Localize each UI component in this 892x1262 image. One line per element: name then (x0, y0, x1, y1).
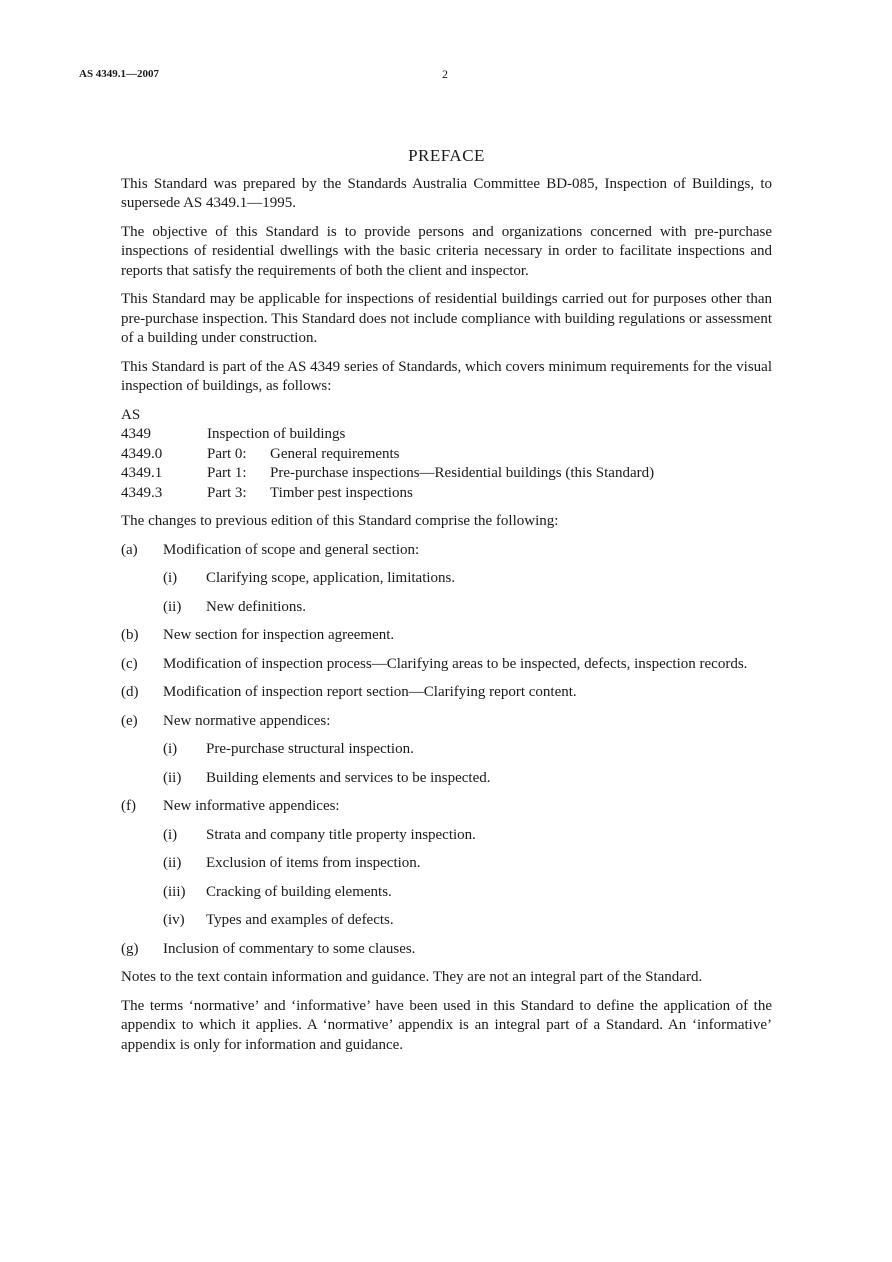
sub-list-text: Cracking of building elements. (206, 883, 392, 900)
sub-list-text: Clarifying scope, application, limitations. (206, 570, 456, 586)
list-text: New section for inspection agreement. (163, 627, 395, 643)
list-item (121, 940, 772, 960)
paragraph-series-intro: This Standard is part of the AS 4349 series of Standards, which covers minimum requirements for the visual inspection of buildings, as follows: (121, 358, 772, 394)
sub-list-text: Strata and company title property inspection. (206, 826, 476, 843)
series-header: AS (121, 406, 141, 423)
sub-list-label: (ii) (163, 855, 182, 871)
series-part: Part 3: (207, 484, 247, 501)
list-text: New normative appendices: (163, 712, 331, 729)
sub-list-label: (ii) (163, 598, 182, 615)
series-row (121, 464, 772, 484)
series-number: 4349.3 (121, 484, 163, 501)
list-item (121, 712, 772, 732)
running-head-standard-id: AS 4349.1—2007 (79, 68, 160, 80)
sub-list-label: (i) (163, 826, 178, 843)
series-row (121, 484, 772, 504)
paragraph-applicability: This Standard may be applicable for inspections of residential buildings carried out for purposes other than pre-purchase inspection. This Standard does not include compliance with building regulations or assessment of a building under construction. (121, 291, 772, 346)
list-label: (f) (121, 798, 136, 814)
page-title: PREFACE (408, 146, 485, 165)
series-part: Part 0: (207, 445, 247, 462)
sub-list-label: (iv) (163, 912, 185, 928)
list-item (121, 797, 772, 817)
page-number: 2 (442, 67, 448, 81)
list-text: Modification of inspection process—Clarifying areas to be inspected, defects, inspection records. (163, 655, 748, 672)
series-title: General requirements (270, 445, 400, 462)
list-label: (d) (121, 684, 139, 700)
series-part: Part 1: (207, 465, 247, 481)
sub-list-label: (ii) (163, 769, 182, 786)
list-label: (a) (121, 541, 138, 558)
paragraph-prepared-by: This Standard was prepared by the Standards Australia Committee BD-085, Inspection of Buildings, to supersede AS 4349.1—1995. (121, 175, 772, 211)
series-header-row (121, 406, 772, 426)
list-label: (g) (121, 940, 139, 957)
sub-list-text: Types and examples of defects. (206, 912, 394, 928)
list-item (121, 683, 772, 703)
sub-list-text: New definitions. (206, 598, 306, 615)
paragraph-terms: The terms ‘normative’ and ‘informative’ have been used in this Standard to define the application of the appendix to which it applies. A ‘normative’ appendix is an integral part of a Standard. An ‘informative’ appendix is only for information and guidance. (121, 997, 772, 1053)
list-item (121, 626, 772, 646)
series-title: Inspection of buildings (207, 426, 346, 442)
series-list (121, 406, 772, 504)
series-number: 4349.1 (121, 465, 163, 481)
list-item (121, 541, 772, 561)
sub-list-item (163, 569, 772, 589)
series-row (121, 425, 772, 445)
preface-content (121, 146, 772, 1064)
sub-list-text: Exclusion of items from inspection. (206, 855, 421, 871)
paragraph-objective: The objective of this Standard is to provide persons and organizations concerned with pre-purchase inspections of residential dwellings with the basic criteria necessary in order to facilitate inspections and reports that satisfy the requirements of both the client and inspector. (121, 223, 772, 279)
series-title: Timber pest inspections (270, 484, 413, 501)
series-number: 4349.0 (121, 445, 163, 462)
series-number: 4349 (121, 426, 151, 442)
list-text: Modification of inspection report section—Clarifying report content. (163, 684, 577, 700)
list-text: Modification of scope and general section: (163, 541, 420, 558)
sub-list-text: Pre-purchase structural inspection. (206, 741, 414, 757)
list-label: (b) (121, 627, 139, 643)
sub-list-item (163, 740, 772, 760)
sub-list-label: (i) (163, 741, 178, 757)
sub-list-label: (i) (163, 570, 178, 586)
list-text: Inclusion of commentary to some clauses. (163, 940, 416, 957)
sub-list-item (163, 826, 772, 846)
sub-list-item (163, 911, 772, 931)
sub-list-item (163, 883, 772, 903)
paragraph-notes: Notes to the text contain information and guidance. They are not an integral part of the Standard. (121, 969, 703, 985)
series-row (121, 445, 772, 465)
paragraph-changes-intro: The changes to previous edition of this Standard comprise the following: (121, 513, 559, 529)
sub-list-text: Building elements and services to be inspected. (206, 769, 491, 786)
list-label: (e) (121, 712, 138, 729)
sub-list-item (163, 598, 772, 618)
sub-list-item (163, 769, 772, 789)
list-label: (c) (121, 655, 138, 672)
sub-list-label: (iii) (163, 883, 186, 900)
list-item (121, 655, 772, 675)
series-title: Pre-purchase inspections—Residential buildings (this Standard) (270, 465, 655, 481)
sub-list-item (163, 854, 772, 874)
list-text: New informative appendices: (163, 798, 340, 814)
